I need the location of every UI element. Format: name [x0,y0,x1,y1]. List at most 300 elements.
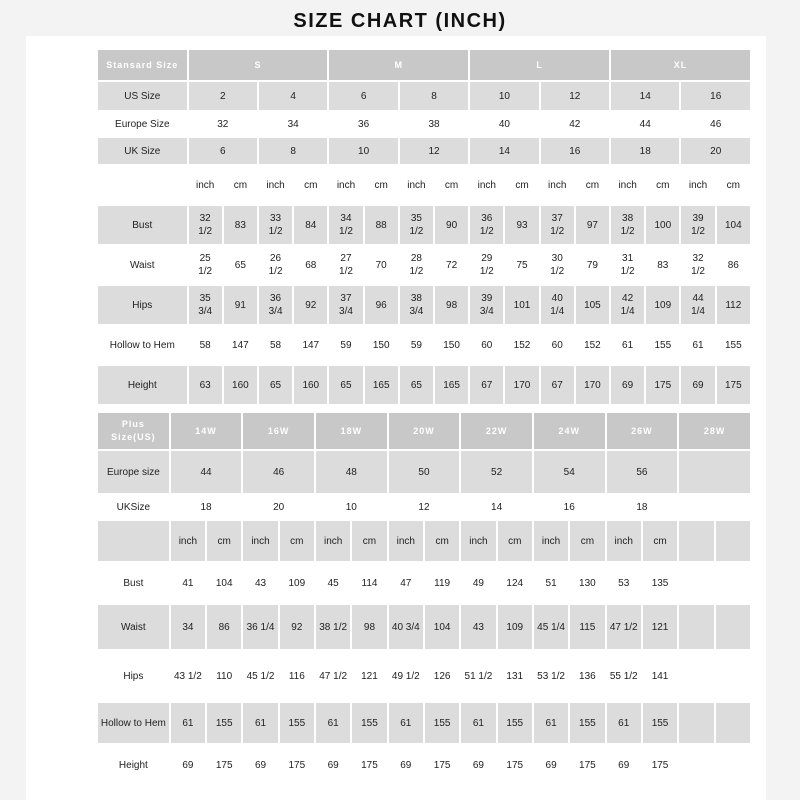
uk-size-value: 16 [541,138,609,164]
value-fraction: 1/2 [550,266,565,277]
plus-uk-value: 16 [534,495,605,519]
plus-uk-row [98,495,750,519]
measure-value: 68 [294,246,327,284]
measure-value: 92 [294,286,327,324]
plus-size-header: 18W [316,413,387,449]
measure-value [189,206,222,244]
page-title: SIZE CHART (INCH) [293,10,507,32]
unit-inch: inch [470,166,503,204]
measure-value: 79 [576,246,609,284]
value-whole: 27 [340,253,352,264]
plus-size-header: 20W [389,413,460,449]
plus-measure-value: 61 [171,703,205,743]
plus-measure-value: 155 [352,703,386,743]
plus-measure-value: 155 [643,703,677,743]
plus-measure-label: Hips [98,651,169,701]
measure-value [470,286,503,324]
plus-measure-value: 47 1/2 [316,651,350,701]
value-fraction: 1/2 [198,266,213,277]
measure-value: 101 [505,286,538,324]
plus-europe-value: 56 [607,451,678,493]
us-size-label: US Size [98,82,187,110]
unit-inch: inch [681,166,714,204]
unit-inch: inch [541,166,574,204]
plus-measure-value: 104 [207,563,241,603]
measure-value [189,286,222,324]
plus-measure-value: 61 [607,703,641,743]
measure-row-waist [98,246,750,284]
plus-measure-value: 155 [498,703,532,743]
us-size-value: 6 [329,82,397,110]
plus-measure-value: 110 [207,651,241,701]
measure-value: 72 [435,246,468,284]
plus-measure-value: 51 [534,563,568,603]
measure-value [400,286,433,324]
value-whole: 32 [692,253,704,264]
plus-measure-value: 92 [280,605,314,649]
measure-value [611,286,644,324]
value-whole: 25 [199,253,211,264]
measure-value: 83 [646,246,679,284]
plus-uk-value [679,495,750,519]
plus-measure-value: 69 [607,745,641,785]
measure-value: 88 [365,206,398,244]
size-group-header: S [189,50,328,80]
measure-value: 147 [224,326,257,364]
plus-units-corner [98,521,169,561]
plus-measure-value: 45 1/4 [534,605,568,649]
measure-value: 69 [611,366,644,404]
plus-europe-label: Europe size [98,451,169,493]
plus-measure-value: 61 [243,703,277,743]
measure-label: Bust [98,206,187,244]
plus-measure-label: Height [98,745,169,785]
unit-cm: cm [352,521,386,561]
plus-measure-value: 53 [607,563,641,603]
uk-size-value: 10 [329,138,397,164]
plus-measure-value: 175 [207,745,241,785]
plus-europe-value: 50 [389,451,460,493]
plus-uk-value: 14 [461,495,532,519]
value-whole: 30 [551,253,563,264]
plus-measure-value: 115 [570,605,604,649]
measure-value: 150 [435,326,468,364]
plus-europe-value: 44 [171,451,242,493]
plus-measure-value: 126 [425,651,459,701]
us-size-value: 12 [541,82,609,110]
plus-measure-value: 114 [352,563,386,603]
plus-measure-row-height [98,745,750,785]
measure-value: 155 [717,326,750,364]
us-size-row [98,82,750,110]
plus-measure-value: 61 [461,703,495,743]
measure-value [541,246,574,284]
unit-inch: inch [611,166,644,204]
unit-cm: cm [280,521,314,561]
plus-europe-row [98,451,750,493]
measure-value: 152 [576,326,609,364]
uk-size-value: 18 [611,138,679,164]
plus-measure-empty [679,651,713,701]
value-whole: 35 [199,293,211,304]
measure-value [329,246,362,284]
europe-size-value: 44 [611,112,679,136]
value-fraction: 1/4 [620,306,635,317]
unit-inch: inch [316,521,350,561]
value-fraction: 3/4 [409,306,424,317]
us-size-value: 16 [681,82,750,110]
measure-value: 155 [646,326,679,364]
measure-value [541,206,574,244]
plus-measure-value: 53 1/2 [534,651,568,701]
unit-inch: inch [243,521,277,561]
measure-value: 63 [189,366,222,404]
measure-value: 65 [224,246,257,284]
value-fraction: 1/2 [620,226,635,237]
plus-measure-empty [716,563,750,603]
plus-measure-value: 121 [643,605,677,649]
plus-size-header: 26W [607,413,678,449]
europe-size-value: 34 [259,112,327,136]
plus-europe-value: 54 [534,451,605,493]
measure-value: 150 [365,326,398,364]
plus-measure-value: 175 [280,745,314,785]
unit-cm: cm [294,166,327,204]
unit-cm: cm [576,166,609,204]
europe-size-label: Europe Size [98,112,187,136]
measure-value: 90 [435,206,468,244]
plus-size-header: 28W [679,413,750,449]
plus-europe-value: 48 [316,451,387,493]
plus-size-header: 14W [171,413,242,449]
measure-value: 97 [576,206,609,244]
plus-measure-value: 45 [316,563,350,603]
plus-measure-value: 155 [280,703,314,743]
value-whole: 36 [481,213,493,224]
plus-measure-value: 41 [171,563,205,603]
measure-value [400,246,433,284]
plus-uk-value: 18 [607,495,678,519]
value-fraction: 1/2 [339,266,353,277]
measure-value [259,206,292,244]
plus-measure-value: 135 [643,563,677,603]
measure-value: 175 [646,366,679,404]
measure-value: 86 [717,246,750,284]
plus-uk-label: UKSize [98,495,169,519]
plus-measure-value: 51 1/2 [461,651,495,701]
measure-value [400,206,433,244]
measure-value [681,246,714,284]
unit-inch: inch [189,166,222,204]
plus-unit-empty [679,521,713,561]
plus-measure-value: 43 [243,563,277,603]
value-fraction: 1/4 [550,306,565,317]
unit-inch: inch [534,521,568,561]
plus-measure-value: 104 [425,605,459,649]
value-fraction: 1/2 [479,266,494,277]
units-row [98,166,750,204]
measure-value: 69 [681,366,714,404]
measure-value: 112 [717,286,750,324]
measure-value: 170 [576,366,609,404]
measure-value: 105 [576,286,609,324]
measure-value: 175 [717,366,750,404]
plus-measure-value: 61 [389,703,423,743]
unit-inch: inch [607,521,641,561]
uk-size-label: UK Size [98,138,187,164]
plus-measure-value: 69 [316,745,350,785]
measure-value [470,206,503,244]
europe-size-value: 38 [400,112,468,136]
value-fraction: 1/2 [409,266,424,277]
unit-cm: cm [435,166,468,204]
measure-value: 96 [365,286,398,324]
unit-cm: cm [505,166,538,204]
value-whole: 36 [270,293,282,304]
measure-value: 65 [259,366,292,404]
value-whole: 29 [481,253,493,264]
us-size-value: 8 [400,82,468,110]
plus-measure-value: 45 1/2 [243,651,277,701]
europe-size-value: 32 [189,112,257,136]
measure-value [611,246,644,284]
plus-measure-value: 69 [461,745,495,785]
unit-inch: inch [389,521,423,561]
plus-measure-value: 49 [461,563,495,603]
measure-value [611,206,644,244]
measure-value: 91 [224,286,257,324]
value-fraction: 1/2 [479,226,494,237]
plus-measure-row-hips [98,651,750,701]
uk-size-value: 6 [189,138,257,164]
plus-measure-value: 116 [280,651,314,701]
europe-size-value: 42 [541,112,609,136]
value-whole: 44 [692,293,704,304]
measure-value [470,246,503,284]
measure-value [329,286,362,324]
us-size-value: 14 [611,82,679,110]
plus-size-header: 22W [461,413,532,449]
measure-value: 58 [189,326,222,364]
value-whole: 26 [270,253,282,264]
plus-measure-value: 69 [534,745,568,785]
value-whole: 31 [622,253,634,264]
value-fraction: 1/2 [691,226,705,237]
plus-size-header: 16W [243,413,314,449]
measure-value: 60 [541,326,574,364]
plus-size-table [96,411,752,787]
measure-value: 165 [435,366,468,404]
measure-value [189,246,222,284]
measure-value: 67 [541,366,574,404]
measure-value [259,286,292,324]
measure-value: 67 [470,366,503,404]
europe-size-value: 46 [681,112,750,136]
value-fraction: 3/4 [479,306,494,317]
value-fraction: 1/2 [620,266,635,277]
value-whole: 42 [622,293,634,304]
plus-measure-value: 175 [570,745,604,785]
plus-measure-value: 61 [534,703,568,743]
us-size-value: 10 [470,82,538,110]
plus-measure-row-waist [98,605,750,649]
value-fraction: 3/4 [198,306,213,317]
value-whole: 39 [692,213,704,224]
measure-value: 98 [435,286,468,324]
value-whole: 39 [481,293,493,304]
size-group-header: M [329,50,468,80]
plus-measure-value: 43 [461,605,495,649]
value-fraction: 3/4 [268,306,283,317]
value-fraction: 1/2 [691,266,705,277]
size-group-header: XL [611,50,750,80]
plus-measure-value: 155 [207,703,241,743]
unit-inch: inch [171,521,205,561]
plus-measure-value: 47 1/2 [607,605,641,649]
plus-measure-value: 124 [498,563,532,603]
plus-measure-value: 86 [207,605,241,649]
uk-size-row [98,138,750,164]
unit-cm: cm [646,166,679,204]
plus-measure-value: 69 [243,745,277,785]
plus-uk-value: 20 [243,495,314,519]
value-fraction: 1/2 [339,226,353,237]
europe-size-value: 36 [329,112,397,136]
plus-measure-value: 109 [280,563,314,603]
value-fraction: 1/2 [268,226,283,237]
standard-size-table [96,48,752,406]
measure-value: 93 [505,206,538,244]
uk-size-value: 8 [259,138,327,164]
plus-uk-value: 18 [171,495,242,519]
value-whole: 38 [622,213,634,224]
plus-measure-value: 43 1/2 [171,651,205,701]
size-chart-sheet [26,36,766,800]
measure-value [541,286,574,324]
uk-size-value: 14 [470,138,538,164]
value-whole: 32 [199,213,211,224]
plus-measure-value: 55 1/2 [607,651,641,701]
plus-measure-value: 40 3/4 [389,605,423,649]
plus-unit-empty [716,521,750,561]
plus-uk-value: 12 [389,495,460,519]
unit-inch: inch [461,521,495,561]
plus-measure-value: 98 [352,605,386,649]
measure-row-bust [98,206,750,244]
plus-measure-value: 109 [498,605,532,649]
measure-value: 70 [365,246,398,284]
measure-row-height [98,366,750,404]
measure-value: 109 [646,286,679,324]
measure-value: 84 [294,206,327,244]
measure-value: 61 [611,326,644,364]
value-whole: 33 [270,213,282,224]
plus-measure-label: Bust [98,563,169,603]
measure-value: 160 [294,366,327,404]
measure-value: 59 [329,326,362,364]
measure-value: 165 [365,366,398,404]
uk-size-value: 12 [400,138,468,164]
measure-value: 65 [329,366,362,404]
plus-measure-value: 175 [352,745,386,785]
plus-size-header: 24W [534,413,605,449]
plus-measure-value: 175 [425,745,459,785]
value-whole: 38 [410,293,422,304]
plus-measure-value: 141 [643,651,677,701]
measure-value [681,206,714,244]
measure-label: Hollow to Hem [98,326,187,364]
plus-measure-value: 131 [498,651,532,701]
plus-europe-value [679,451,750,493]
unit-inch: inch [259,166,292,204]
plus-measure-value: 34 [171,605,205,649]
unit-cm: cm [425,521,459,561]
plus-measure-value: 130 [570,563,604,603]
measure-value [681,286,714,324]
us-size-value: 4 [259,82,327,110]
measure-value: 160 [224,366,257,404]
measure-value: 83 [224,206,257,244]
plus-europe-value: 46 [243,451,314,493]
plus-measure-empty [716,703,750,743]
measure-value: 147 [294,326,327,364]
plus-measure-value: 69 [389,745,423,785]
measure-label: Hips [98,286,187,324]
plus-measure-value: 155 [570,703,604,743]
plus-measure-row-hollow-to-hem [98,703,750,743]
value-fraction: 1/2 [409,226,424,237]
plus-measure-value: 49 1/2 [389,651,423,701]
plus-units-row [98,521,750,561]
plus-measure-value: 175 [643,745,677,785]
plus-measure-value: 175 [498,745,532,785]
plus-measure-empty [679,605,713,649]
plus-measure-row-bust [98,563,750,603]
value-whole: 35 [410,213,422,224]
plus-measure-value: 155 [425,703,459,743]
unit-cm: cm [717,166,750,204]
measure-value: 152 [505,326,538,364]
unit-cm: cm [224,166,257,204]
unit-cm: cm [498,521,532,561]
plus-europe-value: 52 [461,451,532,493]
uk-size-value: 20 [681,138,750,164]
plus-measure-empty [716,651,750,701]
size-group-header: L [470,50,609,80]
plus-measure-value: 69 [171,745,205,785]
unit-inch: inch [329,166,362,204]
value-fraction: 3/4 [339,306,353,317]
plus-measure-value: 119 [425,563,459,603]
unit-cm: cm [643,521,677,561]
measure-value: 65 [400,366,433,404]
value-whole: 40 [551,293,563,304]
plus-measure-empty [679,563,713,603]
plus-measure-empty [716,745,750,785]
plus-measure-value: 121 [352,651,386,701]
measure-value: 58 [259,326,292,364]
corner-header: Stansard Size [98,50,187,80]
plus-measure-empty [679,745,713,785]
value-fraction: 1/2 [268,266,283,277]
measure-row-hips [98,286,750,324]
units-corner [98,166,187,204]
plus-header-row [98,413,750,449]
plus-measure-value: 136 [570,651,604,701]
plus-measure-empty [679,703,713,743]
measure-value [259,246,292,284]
plus-measure-value: 36 1/4 [243,605,277,649]
